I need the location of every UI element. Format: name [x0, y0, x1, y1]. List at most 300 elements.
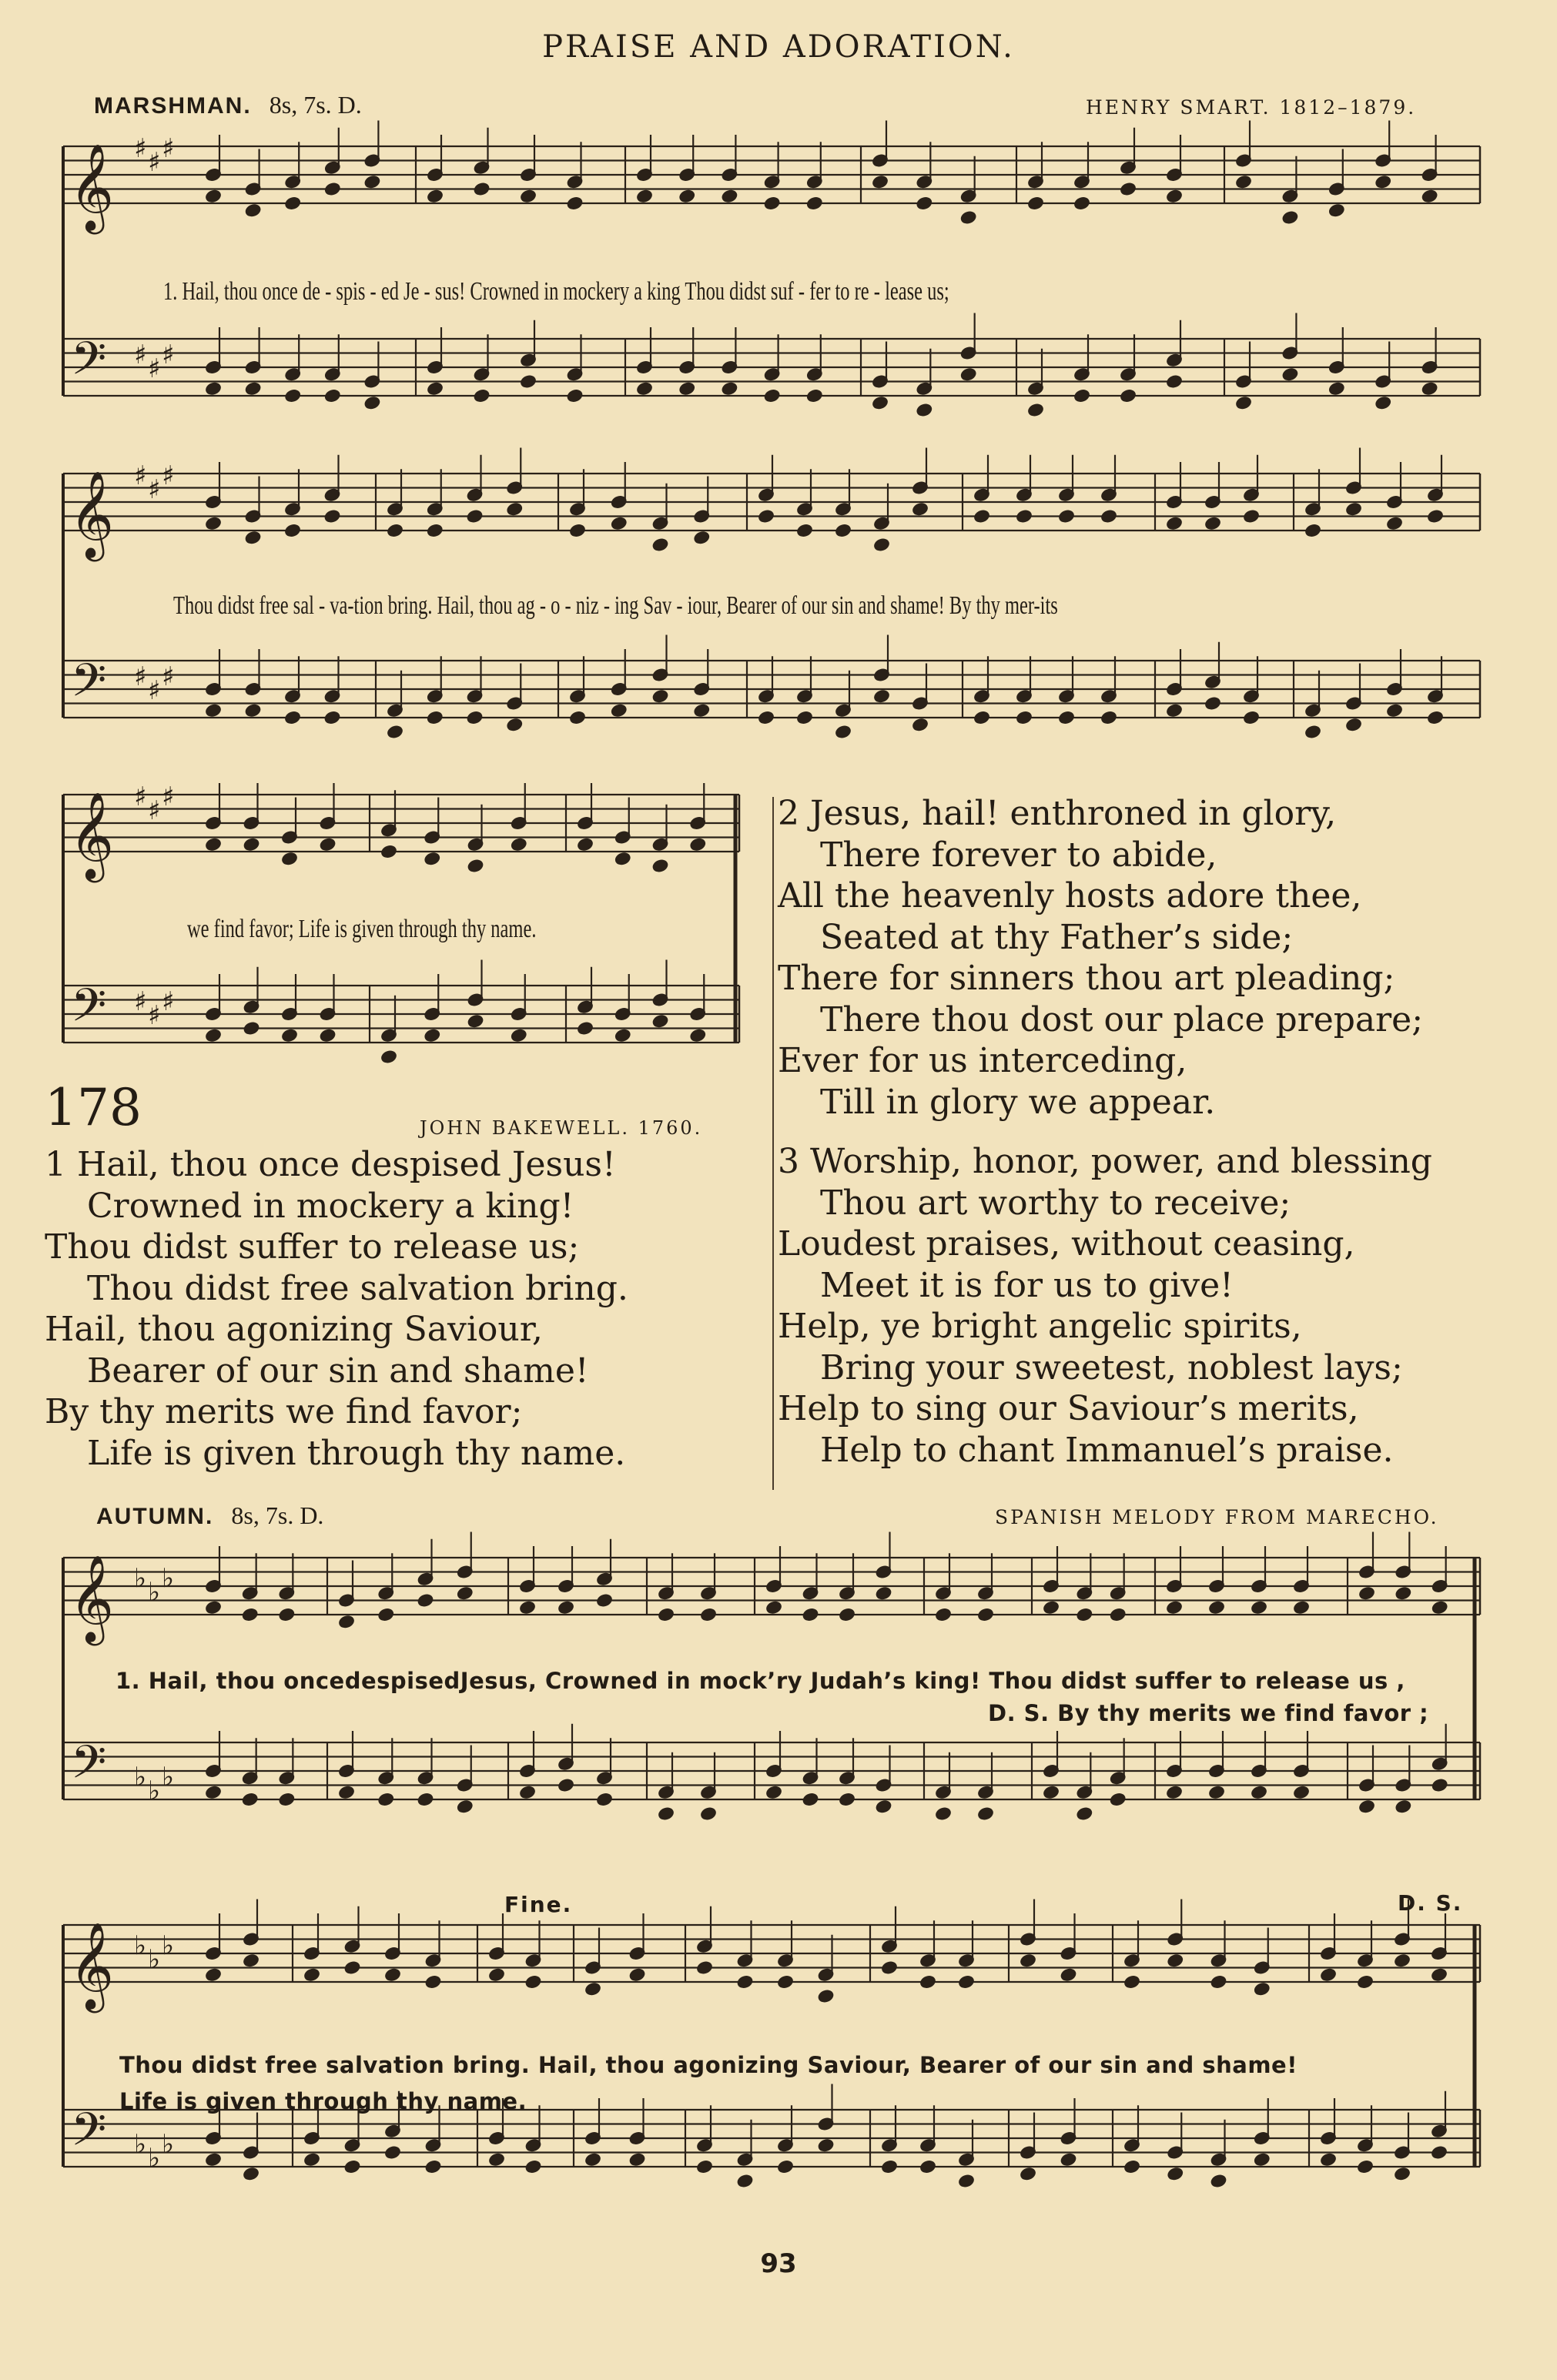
note-head — [1204, 696, 1220, 710]
note-head — [567, 389, 583, 403]
verse-1-line: Crowned in mockery a king! — [87, 1186, 574, 1226]
verse-1-line: Thou didst suffer to release us; — [45, 1227, 580, 1267]
verse-1 — [45, 1144, 628, 1474]
note-head — [839, 1608, 855, 1622]
tune2-lyric-line-3: Life is given through thy name. — [119, 2088, 527, 2114]
note-head — [1431, 1601, 1448, 1615]
note-head — [427, 189, 443, 203]
key-signature-icon: ♭ — [134, 1563, 147, 1594]
note-head — [1421, 382, 1438, 396]
note-head — [205, 704, 221, 718]
tune-meter: 8s, 7s. D. — [269, 91, 362, 119]
verse-2-line: Seated at thy Father’s side; — [820, 917, 1294, 957]
note-head — [1357, 2160, 1373, 2174]
note-head — [916, 196, 933, 210]
note-head — [977, 1608, 993, 1622]
note-head — [1058, 509, 1074, 523]
note-head — [636, 189, 652, 203]
tune-meter: 8s, 7s. D. — [231, 1501, 324, 1529]
key-signature-icon: ♯ — [162, 986, 175, 1017]
key-signature-icon: ♯ — [148, 474, 161, 505]
key-signature-icon: ♭ — [148, 1577, 161, 1608]
note-head — [658, 1608, 674, 1622]
note-head — [818, 2138, 834, 2152]
note-head — [1167, 2167, 1184, 2181]
note-head — [919, 1975, 936, 1989]
note-head — [1251, 1786, 1267, 1799]
note-head — [652, 859, 668, 872]
key-signature-icon: ♭ — [162, 2129, 175, 2160]
note-head — [652, 1014, 668, 1028]
note-head — [629, 2153, 645, 2167]
note-head — [1251, 1601, 1267, 1615]
note-head — [1293, 1601, 1309, 1615]
note-head — [1320, 1968, 1336, 1982]
note-head — [364, 175, 380, 189]
note-head — [1100, 509, 1117, 523]
key-signature-icon: ♯ — [162, 340, 175, 370]
key-signature-icon: ♯ — [148, 1000, 161, 1031]
verse-3-line: Loudest praises, without ceasing, — [778, 1224, 1355, 1264]
note-head — [558, 1601, 574, 1615]
note-head — [1431, 1968, 1447, 1982]
note-head — [467, 859, 484, 872]
verse-2-line: 2 Jesus, hail! enthroned in glory, — [778, 794, 1337, 833]
note-head — [679, 189, 695, 203]
note-head — [1110, 1793, 1126, 1806]
note-head — [1304, 725, 1321, 738]
tune1-lyric-line-2: Thou didst free sal - va-tion bring. Hail, thou ag - o - niz - ing Sav - iour, Bearer of our sin and shame! By thy mer-its — [173, 591, 1058, 620]
note-head — [205, 382, 221, 396]
note-head — [380, 1049, 397, 1063]
note-head — [387, 725, 403, 738]
note-head — [596, 1793, 612, 1806]
verse-2-line: There forever to abide, — [820, 835, 1217, 875]
note-head — [1166, 1601, 1182, 1615]
bass-clef-icon: 𝄢 — [71, 653, 107, 718]
verse-3-line: Help to sing our Saviour’s merits, — [778, 1389, 1359, 1428]
note-head — [690, 1029, 706, 1043]
key-signature-icon: ♭ — [134, 2129, 147, 2160]
note-head — [344, 2160, 360, 2174]
note-head — [611, 704, 627, 718]
note-head — [338, 1786, 354, 1799]
note-head — [424, 852, 440, 865]
note-head — [511, 1029, 527, 1043]
note-head — [872, 175, 888, 189]
note-head — [696, 1960, 712, 1974]
note-head — [284, 524, 300, 537]
note-head — [1386, 517, 1402, 531]
note-head — [700, 1608, 716, 1622]
note-head — [835, 524, 851, 537]
note-head — [1020, 1953, 1036, 1967]
verse-2-line: Till in glory we appear. — [820, 1082, 1216, 1122]
note-head — [205, 189, 221, 203]
note-head — [912, 502, 928, 516]
note-head — [1027, 403, 1043, 417]
note-head — [765, 1786, 782, 1799]
note-head — [507, 718, 523, 731]
note-head — [324, 389, 340, 403]
tune2-lyric-line-1: 1. Hail, thou oncedespisedJesus, Crowned in mock’ry Judah’s king! Thou didst suffer to release us , — [116, 1668, 1405, 1694]
running-head: PRAISE AND ADORATION. — [542, 29, 1015, 65]
note-head — [1123, 1975, 1140, 1989]
note-head — [873, 537, 889, 551]
key-signature-icon: ♭ — [162, 1563, 175, 1594]
note-head — [320, 838, 336, 852]
note-head — [1254, 1982, 1270, 1996]
note-head — [425, 1975, 441, 1989]
note-head — [1431, 2145, 1447, 2159]
verse-2 — [778, 793, 1423, 1123]
verse-3-line: 3 Worship, honor, power, and blessing — [778, 1142, 1432, 1181]
note-head — [303, 2153, 320, 2167]
key-signature-icon: ♯ — [134, 133, 147, 164]
note-head — [764, 196, 780, 210]
note-head — [1282, 367, 1298, 381]
note-head — [839, 1793, 855, 1806]
note-head — [881, 2160, 897, 2174]
note-head — [577, 838, 593, 852]
note-head — [243, 838, 260, 852]
note-head — [1027, 196, 1043, 210]
note-head — [245, 704, 261, 718]
note-head — [1394, 2167, 1410, 2181]
note-head — [1243, 509, 1259, 523]
note-head — [1394, 1953, 1410, 1967]
verse-3-line: Help to chant Immanuel’s praise. — [820, 1430, 1394, 1470]
verse-2-line: There for sinners thou art pleading; — [778, 959, 1395, 998]
note-head — [611, 517, 627, 531]
note-head — [758, 711, 774, 725]
key-signature-icon: ♭ — [148, 1944, 161, 1975]
note-head — [205, 517, 221, 531]
note-head — [777, 1975, 793, 1989]
note-head — [1395, 1586, 1411, 1600]
key-signature-icon: ♯ — [162, 782, 175, 812]
note-head — [243, 2167, 259, 2181]
note-head — [467, 1014, 484, 1028]
note-head — [205, 2153, 221, 2167]
note-head — [1016, 509, 1032, 523]
note-head — [835, 725, 851, 738]
verse-1-line: Life is given through thy name. — [87, 1433, 626, 1473]
note-head — [245, 531, 261, 544]
page-number: 93 — [760, 2248, 797, 2279]
note-head — [1427, 509, 1443, 523]
note-head — [584, 2153, 601, 2167]
note-head — [737, 2174, 753, 2188]
note-head — [1073, 389, 1090, 403]
note-head — [467, 711, 483, 725]
note-head — [636, 382, 652, 396]
note-head — [1110, 1608, 1126, 1622]
note-head — [1254, 2153, 1270, 2167]
note-head — [1077, 1608, 1093, 1622]
note-head — [873, 689, 889, 703]
verse-1-line: 1 Hail, thou once despised Jesus! — [45, 1145, 616, 1184]
note-head — [960, 210, 976, 224]
column-rule — [772, 797, 774, 1490]
note-head — [802, 1793, 819, 1806]
note-head — [425, 2160, 441, 2174]
key-signature-icon: ♭ — [148, 2143, 161, 2174]
note-head — [1166, 1786, 1182, 1799]
verse-1-line: Bearer of our sin and shame! — [87, 1351, 589, 1391]
tune-name: AUTUMN. — [96, 1504, 214, 1529]
note-head — [205, 1601, 221, 1615]
key-signature-icon: ♯ — [162, 133, 175, 164]
note-head — [722, 189, 738, 203]
note-head — [511, 838, 527, 852]
note-head — [324, 509, 340, 523]
key-signature-icon: ♯ — [134, 782, 147, 812]
note-head — [380, 845, 397, 859]
verse-1-line: Thou didst free salvation bring. — [87, 1268, 628, 1308]
note-head — [765, 1601, 782, 1615]
note-head — [279, 1608, 295, 1622]
note-head — [474, 389, 490, 403]
key-signature-icon: ♯ — [134, 661, 147, 692]
note-head — [1020, 2167, 1036, 2181]
note-head — [567, 196, 583, 210]
note-head — [777, 2160, 793, 2174]
key-signature-icon: ♭ — [134, 1930, 147, 1961]
note-head — [284, 711, 300, 725]
note-head — [916, 403, 933, 417]
note-head — [1166, 189, 1182, 203]
note-head — [427, 382, 443, 396]
note-head — [1016, 711, 1032, 725]
verse-1-line: By thy merits we find favor; — [45, 1392, 523, 1431]
note-head — [958, 2174, 974, 2188]
verse-3 — [778, 1141, 1432, 1471]
note-head — [764, 389, 780, 403]
note-head — [1293, 1786, 1309, 1799]
note-head — [1328, 382, 1344, 396]
verse-3-line: Bring your sweetest, noblest lays; — [820, 1347, 1403, 1387]
note-head — [1210, 2174, 1227, 2188]
treble-clef-icon: 𝄞 — [69, 792, 114, 879]
note-head — [876, 1799, 892, 1813]
note-head — [935, 1806, 951, 1820]
note-head — [569, 711, 585, 725]
note-head — [1120, 182, 1136, 196]
note-head — [614, 1029, 631, 1043]
note-head — [205, 1786, 221, 1799]
note-head — [1375, 175, 1391, 189]
note-head — [344, 1960, 360, 1974]
note-head — [584, 1982, 601, 1996]
note-head — [881, 1960, 897, 1974]
note-head — [802, 1608, 819, 1622]
note-head — [1375, 396, 1391, 410]
note-head — [558, 1778, 574, 1792]
note-head — [722, 382, 738, 396]
verse-2-line: All the heavenly hosts adore thee, — [778, 876, 1362, 916]
note-head — [1060, 2153, 1077, 2167]
note-head — [1043, 1786, 1059, 1799]
key-signature-icon: ♭ — [162, 1930, 175, 1961]
note-head — [474, 182, 490, 196]
note-head — [1073, 196, 1090, 210]
note-head — [796, 524, 812, 537]
note-head — [1243, 711, 1259, 725]
note-head — [1345, 502, 1361, 516]
note-head — [1421, 189, 1438, 203]
note-head — [960, 367, 976, 381]
hymn-number: 178 — [45, 1078, 142, 1137]
note-head — [488, 1968, 504, 1982]
note-head — [872, 396, 888, 410]
note-head — [1427, 711, 1443, 725]
note-head — [1357, 1975, 1373, 1989]
note-head — [958, 1975, 974, 1989]
note-head — [1328, 203, 1344, 217]
note-head — [1304, 524, 1321, 537]
note-head — [427, 711, 443, 725]
note-head — [694, 531, 710, 544]
bass-clef-icon: 𝄢 — [71, 978, 107, 1043]
bass-clef-icon: 𝄢 — [71, 1735, 107, 1800]
note-head — [488, 2153, 504, 2167]
note-head — [519, 1786, 535, 1799]
note-head — [629, 1968, 645, 1982]
note-head — [614, 852, 631, 865]
note-head — [507, 502, 523, 516]
note-head — [1043, 1601, 1059, 1615]
note-head — [457, 1586, 473, 1600]
verse-2-line: Ever for us interceding, — [778, 1041, 1187, 1080]
note-head — [1235, 175, 1251, 189]
note-head — [1166, 374, 1182, 388]
note-head — [1386, 704, 1402, 718]
tune2-ds-line: D. S. By thy merits we find favor ; — [988, 1700, 1429, 1726]
key-signature-icon: ♯ — [148, 795, 161, 826]
key-signature-icon: ♭ — [148, 1776, 161, 1806]
note-head — [1208, 1601, 1224, 1615]
note-head — [596, 1593, 612, 1607]
note-head — [935, 1608, 951, 1622]
key-signature-icon: ♯ — [134, 460, 147, 491]
note-head — [569, 524, 585, 537]
note-head — [245, 203, 261, 217]
note-head — [818, 1989, 834, 2003]
note-head — [427, 524, 443, 537]
note-head — [977, 1806, 993, 1820]
note-head — [1395, 1799, 1411, 1813]
note-head — [1077, 1806, 1093, 1820]
note-head — [1345, 718, 1361, 731]
bass-clef-icon: 𝄢 — [71, 2102, 107, 2167]
key-signature-icon: ♭ — [134, 1762, 147, 1793]
note-head — [378, 1608, 394, 1622]
note-head — [285, 196, 301, 210]
note-head — [519, 1601, 535, 1615]
key-signature-icon: ♯ — [162, 460, 175, 491]
treble-clef-icon: 𝄞 — [69, 470, 114, 558]
verse-3-line: Thou art worthy to receive; — [820, 1183, 1291, 1223]
tune1-lyric-line-3: we find favor; Life is given through thy name. — [187, 915, 537, 943]
note-head — [378, 1793, 394, 1806]
note-head — [577, 1021, 593, 1035]
note-head — [690, 838, 706, 852]
treble-clef-icon: 𝄞 — [69, 1555, 114, 1642]
note-head — [525, 2160, 541, 2174]
note-head — [1100, 711, 1117, 725]
note-head — [919, 2160, 936, 2174]
note-head — [324, 182, 340, 196]
note-head — [1166, 517, 1182, 531]
note-head — [737, 1975, 753, 1989]
note-head — [1060, 1968, 1077, 1982]
note-head — [652, 689, 668, 703]
note-head — [973, 711, 989, 725]
note-head — [467, 509, 483, 523]
note-head — [973, 509, 989, 523]
note-head — [1208, 1786, 1224, 1799]
verse-1-line: Hail, thou agonizing Saviour, — [45, 1310, 543, 1349]
note-head — [424, 1029, 440, 1043]
note-head — [417, 1793, 434, 1806]
note-head — [912, 718, 928, 731]
treble-clef-icon: 𝄞 — [69, 1922, 114, 2010]
note-head — [242, 1793, 258, 1806]
note-head — [279, 1793, 295, 1806]
note-head — [806, 389, 822, 403]
key-signature-icon: ♯ — [148, 353, 161, 384]
note-head — [1204, 517, 1220, 531]
note-head — [205, 838, 221, 852]
note-head — [1358, 1586, 1375, 1600]
note-head — [806, 196, 822, 210]
verse-3-line: Help, ye bright angelic spirits, — [778, 1307, 1302, 1346]
verse-3-line: Meet it is for us to give! — [820, 1265, 1234, 1305]
key-signature-icon: ♯ — [148, 147, 161, 178]
note-head — [303, 1968, 320, 1982]
note-head — [457, 1799, 473, 1813]
note-head — [652, 537, 668, 551]
note-head — [242, 1608, 258, 1622]
note-head — [285, 389, 301, 403]
note-head — [700, 1806, 716, 1820]
key-signature-icon: ♯ — [134, 340, 147, 370]
note-head — [1320, 2153, 1336, 2167]
note-head — [205, 1029, 221, 1043]
note-head — [1358, 1799, 1375, 1813]
tune1-lyric-line-1: 1. Hail, thou once de - spis - ed Je - sus! Crowned in mockery a king Thou didst suf - fer to re - lease us; — [163, 277, 949, 306]
note-head — [1123, 2160, 1140, 2174]
note-head — [758, 509, 774, 523]
note-head — [417, 1593, 434, 1607]
key-signature-icon: ♯ — [134, 986, 147, 1017]
note-head — [245, 382, 261, 396]
note-head — [694, 704, 710, 718]
note-head — [796, 711, 812, 725]
note-head — [520, 189, 536, 203]
tune-name: MARSHMAN. — [94, 93, 252, 119]
note-head — [1058, 711, 1074, 725]
note-head — [338, 1615, 354, 1629]
hymn-author: JOHN BAKEWELL. 1760. — [420, 1117, 703, 1139]
note-head — [324, 711, 340, 725]
tune-header-autumn — [96, 1501, 323, 1530]
note-head — [876, 1586, 892, 1600]
bass-clef-icon: 𝄢 — [71, 331, 107, 397]
note-head — [281, 852, 297, 865]
tune-composer: HENRY SMART. 1812–1879. — [1086, 96, 1417, 119]
